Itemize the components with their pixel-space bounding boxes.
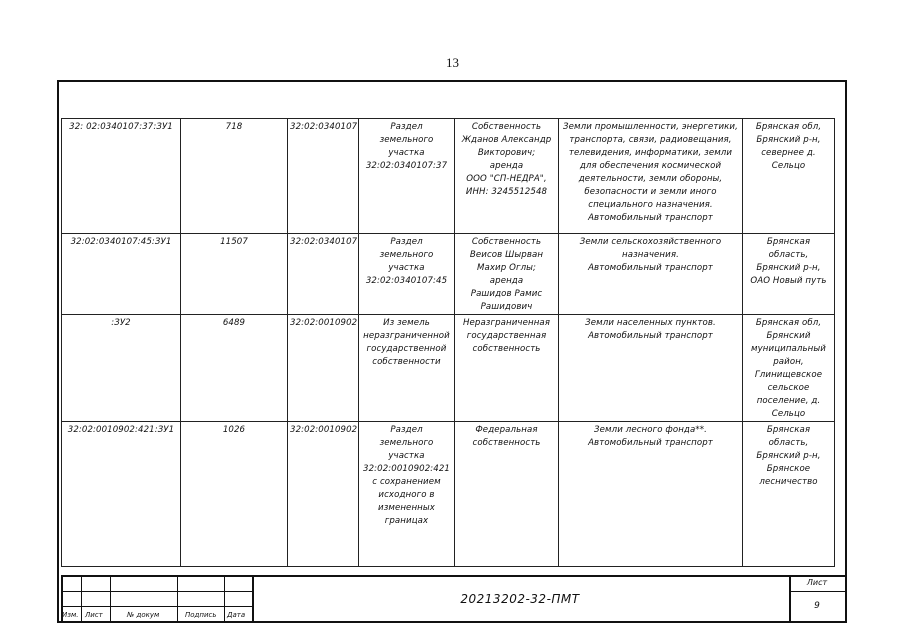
ownership: Собственность Жданов Александр Викторович; аренда ООО "СП-НЕДРА", ИНН: 3245512548 [455, 119, 559, 234]
formation-method: Раздел земельного участка 32:02:0340107:45 [359, 234, 455, 315]
plot-area: 718 [181, 119, 288, 234]
plot-address: Брянская обл, Брянский муниципальный район, Глинищевское сельское поселение, д. Сельцо [743, 315, 835, 422]
plot-cadastral-number: 32:02:0010902:421:ЗУ1 [62, 422, 181, 567]
page-number: 13 [446, 55, 459, 70]
plot-cadastral-number: 32:02:0340107:45:ЗУ1 [62, 234, 181, 315]
cadastral-quarter: 32:02:0340107 [288, 234, 359, 315]
table-row [62, 422, 835, 567]
label-signature: Подпись [185, 611, 217, 619]
plot-area: 6489 [181, 315, 288, 422]
label-doc-number: № докум [127, 611, 160, 619]
table-row [62, 234, 835, 315]
formation-method: Раздел земельного участка 32:02:0340107:37 [359, 119, 455, 234]
cadastral-quarter: 32:02:0010902 [288, 422, 359, 567]
grid-line [224, 575, 225, 623]
table-row [62, 119, 835, 234]
land-plots-table [61, 118, 835, 567]
label-date: Дата [227, 611, 246, 619]
sheet-label: Лист [806, 578, 828, 587]
label-izm: Изм. [62, 611, 79, 619]
table-row [62, 315, 835, 422]
formation-method: Раздел земельного участка 32:02:0010902:421 с сохранением исходного в измененных границах [359, 422, 455, 567]
land-category: Земли лесного фонда**. Автомобильный транспорт [559, 422, 743, 567]
land-category: Земли промышленности, энергетики, транспорта, связи, радиовещания, телевидения, информатики, земли для обеспечения космической деятельности, земли обороны, безопасности и земли иного специального назначения. Автомобильный транспорт [559, 119, 743, 234]
label-list: Лист [85, 611, 103, 619]
grid-line [81, 575, 82, 623]
plot-cadastral-number: :ЗУ2 [62, 315, 181, 422]
title-block-top-line [61, 575, 847, 577]
plot-area: 1026 [181, 422, 288, 567]
formation-method: Из земель неразграниченной государственной собственности [359, 315, 455, 422]
document-code: 20213202-32-ПМТ [460, 592, 580, 606]
grid-line [110, 575, 111, 623]
ownership: Неразграниченная государственная собственность [455, 315, 559, 422]
ownership: Федеральная собственность [455, 422, 559, 567]
plot-address: Брянская область, Брянский р-н, ОАО Новый путь [743, 234, 835, 315]
grid-line [252, 575, 254, 623]
land-category: Земли населенных пунктов. Автомобильный транспорт [559, 315, 743, 422]
ownership: Собственность Веисов Шырван Махир Оглы; аренда Рашидов Рамис Рашидович [455, 234, 559, 315]
cadastral-quarter: 32:02:0010902 [288, 315, 359, 422]
plot-cadastral-number: 32: 02:0340107:37:ЗУ1 [62, 119, 181, 234]
grid-line [789, 591, 847, 592]
cadastral-quarter: 32:02:0340107 [288, 119, 359, 234]
plot-area: 11507 [181, 234, 288, 315]
plot-address: Брянская область, Брянский р-н, Брянское лесничество [743, 422, 835, 567]
sheet-number: 9 [814, 601, 820, 611]
grid-line [177, 575, 178, 623]
plot-address: Брянская обл, Брянский р-н, севернее д. Сельцо [743, 119, 835, 234]
land-category: Земли сельскохозяйственного назначения. Автомобильный транспорт [559, 234, 743, 315]
